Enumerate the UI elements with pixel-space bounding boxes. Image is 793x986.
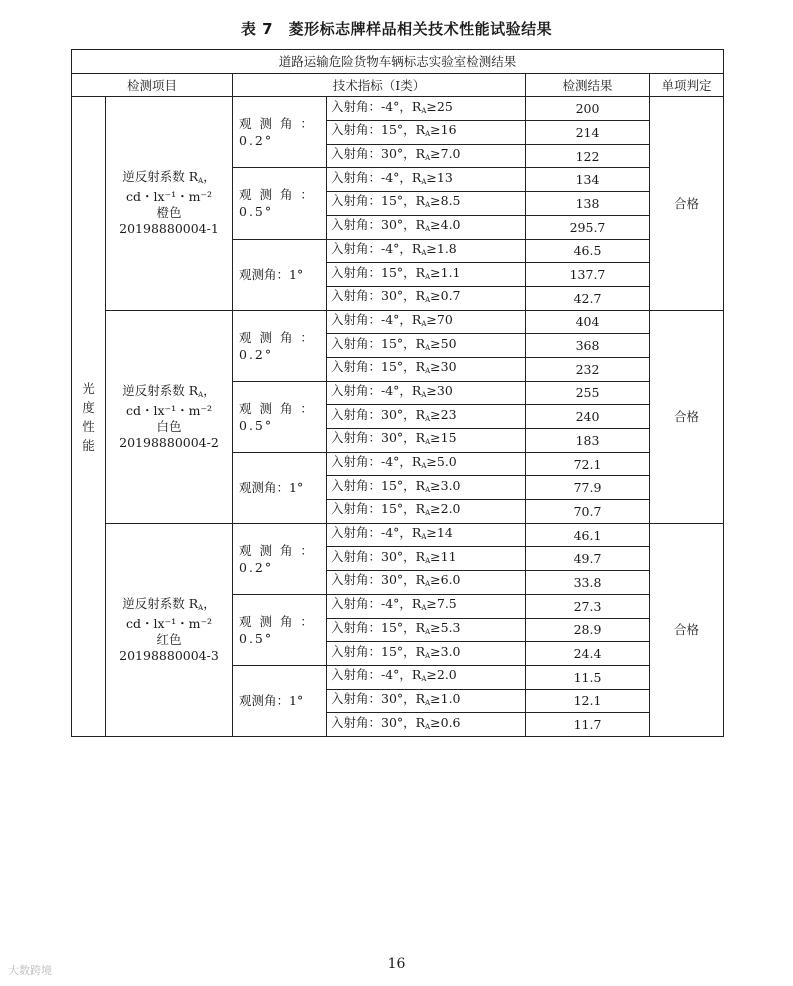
result-cell: 42.7 xyxy=(526,286,650,310)
result-cell: 122 xyxy=(526,144,650,168)
test-item-cell xyxy=(106,523,233,736)
results-table xyxy=(71,49,724,737)
observation-angle-cell: 观测角：1° xyxy=(233,239,327,310)
spec-cell: 入射角：30°，$R_A\ge 1.0$ xyxy=(327,689,526,713)
result-cell: 12.1 xyxy=(526,689,650,713)
spec-cell: 入射角：-4°，$R_A\ge 30$ xyxy=(327,381,526,405)
col-header-result: 检测结果 xyxy=(526,73,650,97)
spec-cell: 入射角：-4°，$R_A\ge 7.5$ xyxy=(327,594,526,618)
judgement-cell: 合格 xyxy=(650,97,724,310)
test-item-unit: cd・lx⁻¹・m⁻² xyxy=(125,402,213,418)
observation-angle-cell: 观 测 角 ：0.2° xyxy=(233,310,327,381)
result-cell: 46.1 xyxy=(526,523,650,547)
result-cell: 77.9 xyxy=(526,476,650,500)
sample-color: 白色 xyxy=(156,418,182,434)
spec-cell: 入射角：-4°，$R_A\ge 1.8$ xyxy=(327,239,526,263)
result-cell: 11.5 xyxy=(526,665,650,689)
result-cell: 134 xyxy=(526,168,650,192)
observation-angle-cell: 观 测 角 ：0.5° xyxy=(233,168,327,239)
spec-cell: 入射角：30°，$R_A\ge 23$ xyxy=(327,405,526,429)
result-cell: 33.8 xyxy=(526,571,650,595)
observation-angle-cell: 观测角：1° xyxy=(233,665,327,736)
result-cell: 72.1 xyxy=(526,452,650,476)
table-column-header-row xyxy=(72,73,724,97)
table-title: 表 7 菱形标志牌样品相关技术性能试验结果 xyxy=(240,20,553,38)
test-item-cell xyxy=(106,310,233,523)
result-cell: 232 xyxy=(526,357,650,381)
test-item-label: 逆反射系数 $R_A$， xyxy=(122,595,216,612)
result-cell: 49.7 xyxy=(526,547,650,571)
spec-cell: 入射角：-4°，$R_A\ge 5.0$ xyxy=(327,452,526,476)
main-header: 道路运输危险货物车辆标志实验室检测结果 xyxy=(72,50,724,74)
spec-cell: 入射角：30°，$R_A\ge 15$ xyxy=(327,429,526,453)
spec-cell: 入射角：15°，$R_A\ge 16$ xyxy=(327,121,526,145)
page-number: 16 xyxy=(387,956,406,972)
watermark: 大数跨境 xyxy=(8,964,52,977)
spec-cell: 入射角：-4°，$R_A\ge 14$ xyxy=(327,523,526,547)
spec-cell: 入射角：15°，$R_A\ge 30$ xyxy=(327,357,526,381)
results-table-wrapper xyxy=(71,49,724,737)
spec-cell: 入射角：15°，$R_A\ge 5.3$ xyxy=(327,618,526,642)
test-item-unit: cd・lx⁻¹・m⁻² xyxy=(125,615,213,631)
result-cell: 27.3 xyxy=(526,594,650,618)
spec-cell: 入射角：15°，$R_A\ge 2.0$ xyxy=(327,500,526,524)
sample-color: 橙色 xyxy=(156,205,182,221)
spec-cell: 入射角：-4°，$R_A\ge 70$ xyxy=(327,310,526,334)
col-header-spec: 技术指标（Ⅰ类） xyxy=(233,73,526,97)
test-item-cell xyxy=(106,97,233,310)
table-main-header-row xyxy=(72,50,724,74)
result-cell: 11.7 xyxy=(526,713,650,737)
spec-cell: 入射角：30°，$R_A\ge 6.0$ xyxy=(327,571,526,595)
result-cell: 137.7 xyxy=(526,263,650,287)
test-item-label: 逆反射系数 $R_A$， xyxy=(122,169,216,186)
result-cell: 28.9 xyxy=(526,618,650,642)
category-char: 性 xyxy=(82,418,95,434)
result-cell: 138 xyxy=(526,192,650,216)
sample-id: 20198880004-3 xyxy=(119,647,219,663)
results-table-body xyxy=(72,50,724,737)
spec-cell: 入射角：30°，$R_A\ge 7.0$ xyxy=(327,144,526,168)
spec-cell: 入射角：30°，$R_A\ge 11$ xyxy=(327,547,526,571)
spec-cell: 入射角：15°，$R_A\ge 3.0$ xyxy=(327,476,526,500)
category-char: 能 xyxy=(82,437,95,453)
result-cell: 214 xyxy=(526,121,650,145)
judgement-cell: 合格 xyxy=(650,523,724,736)
spec-cell: 入射角：15°，$R_A\ge 1.1$ xyxy=(327,263,526,287)
observation-angle-cell: 观 测 角 ：0.2° xyxy=(233,97,327,168)
spec-cell: 入射角：15°，$R_A\ge 3.0$ xyxy=(327,642,526,666)
test-item-unit: cd・lx⁻¹・m⁻² xyxy=(125,189,213,205)
judgement-cell: 合格 xyxy=(650,310,724,523)
category-char: 度 xyxy=(82,399,95,415)
table-row xyxy=(72,523,724,547)
col-header-judge: 单项判定 xyxy=(650,73,724,97)
spec-cell: 入射角：-4°，$R_A\ge 2.0$ xyxy=(327,665,526,689)
test-item-label: 逆反射系数 $R_A$， xyxy=(122,382,216,399)
result-cell: 255 xyxy=(526,381,650,405)
spec-cell: 入射角：15°，$R_A\ge 50$ xyxy=(327,334,526,358)
spec-cell: 入射角：30°，$R_A\ge 0.7$ xyxy=(327,286,526,310)
table-row xyxy=(72,97,724,121)
result-cell: 46.5 xyxy=(526,239,650,263)
sample-id: 20198880004-1 xyxy=(119,221,219,237)
spec-cell: 入射角：15°，$R_A\ge 8.5$ xyxy=(327,192,526,216)
spec-cell: 入射角：30°，$R_A\ge 4.0$ xyxy=(327,215,526,239)
observation-angle-cell: 观 测 角 ：0.5° xyxy=(233,594,327,665)
result-cell: 368 xyxy=(526,334,650,358)
result-cell: 200 xyxy=(526,97,650,121)
observation-angle-cell: 观 测 角 ：0.5° xyxy=(233,381,327,452)
sample-color: 红色 xyxy=(156,631,182,647)
result-cell: 240 xyxy=(526,405,650,429)
col-header-item: 检测项目 xyxy=(72,73,233,97)
result-cell: 295.7 xyxy=(526,215,650,239)
observation-angle-cell: 观测角：1° xyxy=(233,452,327,523)
result-cell: 24.4 xyxy=(526,642,650,666)
category-cell xyxy=(72,97,106,737)
result-cell: 70.7 xyxy=(526,500,650,524)
category-char: 光 xyxy=(82,380,95,396)
table-row xyxy=(72,310,724,334)
spec-cell: 入射角：-4°，$R_A\ge 25$ xyxy=(327,97,526,121)
result-cell: 404 xyxy=(526,310,650,334)
spec-cell: 入射角：-4°，$R_A\ge 13$ xyxy=(327,168,526,192)
observation-angle-cell: 观 测 角 ：0.2° xyxy=(233,523,327,594)
sample-id: 20198880004-2 xyxy=(119,434,219,450)
spec-cell: 入射角：30°，$R_A\ge 0.6$ xyxy=(327,713,526,737)
result-cell: 183 xyxy=(526,429,650,453)
